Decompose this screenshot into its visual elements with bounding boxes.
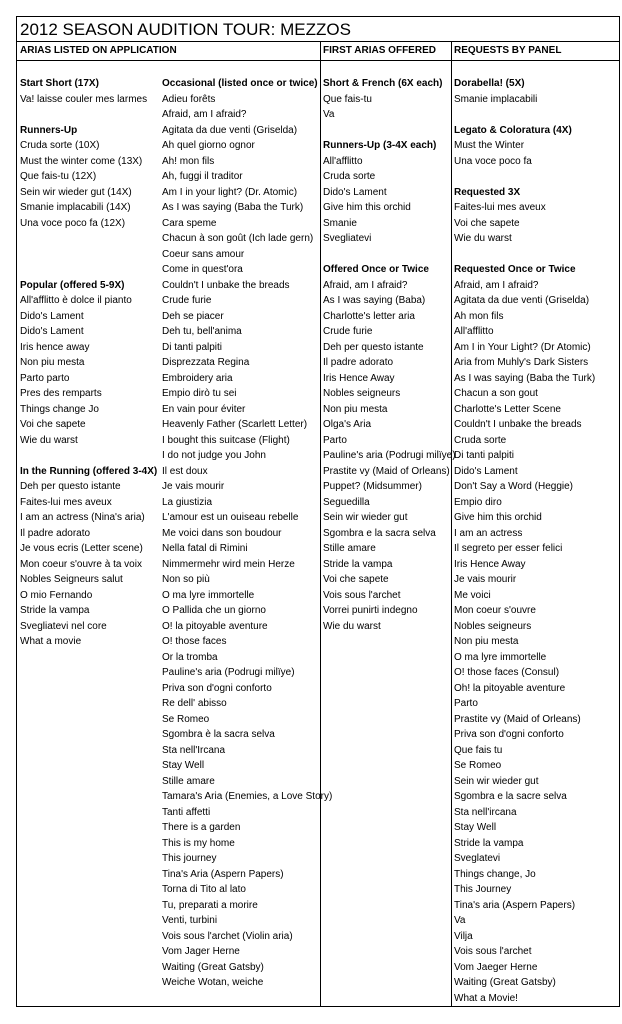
list-item: Disprezzata Regina [162, 357, 250, 368]
list-item: O Pallida che un giorno [162, 605, 266, 616]
list-item: Nobles Seigneurs salut [20, 574, 123, 585]
list-item: Weiche Wotan, weiche [162, 977, 264, 988]
list-item: O! those faces (Consul) [454, 667, 560, 678]
list-item: Afraid, am I afraid? [323, 279, 408, 291]
list-item: Vorrei punirti indegno [323, 605, 418, 616]
list-item: Sta nell'ircana [454, 806, 517, 818]
list-item: Give him this orchid [323, 202, 411, 213]
list-item: Wie du warst [323, 620, 381, 632]
list-item: Ah! mon fils [162, 155, 215, 167]
list-item: Dido's Lament [20, 326, 84, 337]
list-item: I do not judge you John [162, 450, 266, 461]
list-item: Voi che sapete [323, 574, 389, 585]
header-arias-listed: ARIAS LISTED ON APPLICATION [20, 45, 177, 56]
list-item: Je vais mourir [454, 574, 517, 585]
header-requests-by-panel: REQUESTS BY PANEL [454, 45, 562, 56]
list-item: Crude furie [323, 326, 373, 337]
list-item: Waiting (Great Gatsby) [162, 961, 264, 973]
list-item: There is a garden [162, 822, 241, 833]
list-item: Mon coeur s'ouvre [454, 605, 536, 616]
list-item [17, 107, 159, 123]
list-item [17, 448, 159, 464]
list-item: Parto [454, 698, 478, 709]
list-item: Prastite vy (Maid of Orleans) [323, 465, 450, 477]
list-item: Tina's Aria (Aspern Papers) [162, 868, 284, 880]
list-item: Crude furie [162, 295, 212, 306]
list-item: Nobles seigneurs [323, 388, 401, 399]
list-item: All'afflitto è dolce il pianto [20, 295, 132, 306]
list-item: Tamara's Aria (Enemies, a Love Story) [162, 791, 333, 802]
list-item: Faites-lui mes aveux [20, 496, 112, 508]
list-item: Am I in Your Light? (Dr Atomic) [454, 341, 591, 353]
list-item: Embroidery aria [162, 372, 233, 384]
list-item: Or la tromba [162, 651, 218, 663]
list-item: O mio Fernando [20, 589, 93, 601]
list-item: Vilja [454, 930, 473, 942]
list-item: Stille amare [323, 543, 376, 554]
list-item: Va [454, 915, 466, 926]
list-item: Oh! la pitoyable aventure [454, 682, 566, 694]
list-item: Empio dirò tu sei [162, 388, 237, 399]
column-panel-requests [451, 76, 619, 1006]
list-item: Que fais-tu (12X) [20, 171, 97, 182]
list-item: Je vous ecris (Letter scene) [20, 543, 143, 554]
list-item: Charlotte's letter aria [323, 310, 415, 322]
list-item: Iris Hence Away [454, 558, 526, 570]
list-item: Me voici [454, 589, 491, 601]
list-item: Things change Jo [20, 403, 99, 415]
list-item: En vain pour éviter [162, 403, 246, 415]
list-item: Una voce poco fa [454, 155, 532, 167]
list-item: Svegliatevi nel core [20, 620, 107, 632]
list-item: Sein wir wieder gut (14X) [20, 186, 132, 198]
list-item: Deh se piacer [162, 310, 224, 322]
table-body [17, 61, 619, 1007]
column-application-a [17, 76, 159, 650]
section-heading: Occasional (listed once or twice) [162, 78, 318, 89]
list-item [451, 107, 619, 123]
list-item: Una voce poco fa (12X) [20, 217, 126, 229]
list-item: Va [323, 109, 335, 120]
list-item: Il est doux [162, 465, 208, 477]
list-item: As I was saying (Baba the Turk) [162, 202, 304, 213]
list-item: As I was saying (Baba the Turk) [454, 372, 596, 384]
list-item: Aria from Muhly's Dark Sisters [454, 357, 589, 368]
list-item: Seguedilla [323, 496, 370, 508]
list-item: Couldn't I unbake the breads [454, 419, 582, 430]
list-item: Nella fatal di Rimini [162, 543, 248, 554]
list-item: I am an actress (Nina's aria) [20, 512, 145, 523]
list-item: Sein wir wieder gut [454, 775, 539, 787]
list-item: Sgombra e la sacre selva [454, 791, 567, 802]
list-item: Smanie implacabili (14X) [20, 202, 131, 213]
list-item: Torna di Tito al lato [162, 884, 246, 895]
list-item: Il padre adorato [323, 357, 394, 368]
list-item: I am an actress [454, 527, 523, 539]
header-row [17, 42, 619, 61]
list-item: Non piu mesta [323, 403, 388, 415]
list-item: Stille amare [162, 775, 215, 787]
list-item: Cruda sorte [454, 434, 507, 446]
list-item: Que fais-tu [323, 93, 372, 105]
section-heading: Runners-Up (3-4X each) [323, 140, 437, 151]
list-item: Prastite vy (Maid of Orleans) [454, 713, 581, 725]
list-item: Tina's aria (Aspern Papers) [454, 899, 576, 911]
list-item: Agitata da due venti (Griselda) [454, 295, 590, 306]
list-item: O ma lyre immortelle [454, 651, 547, 663]
column-application-b [159, 76, 333, 991]
list-item: Deh tu, bell'anima [162, 326, 242, 337]
list-item: Tanti affetti [162, 806, 211, 818]
list-item: I bought this suitcase (Flight) [162, 434, 290, 446]
list-item: Cruda sorte [323, 171, 376, 182]
list-item [17, 262, 159, 278]
list-item: Smanie implacabili [454, 93, 538, 105]
list-item: Dido's Lament [20, 310, 84, 322]
list-item: This Journey [454, 884, 512, 895]
section-heading: Dorabella! (5X) [454, 78, 525, 89]
list-item: Smanie [323, 217, 357, 229]
page-title: 2012 SEASON AUDITION TOUR: MEZZOS [17, 17, 619, 42]
list-item: Sta nell'Ircana [162, 744, 226, 756]
list-item: Adieu forêts [162, 93, 216, 105]
list-item: Cara speme [162, 217, 217, 229]
list-item: As I was saying (Baba) [323, 295, 426, 306]
list-item: Pauline's aria (Podrugi milïye) [162, 667, 295, 678]
list-item [17, 247, 159, 263]
list-item: Dido's Lament [454, 465, 518, 477]
list-item: Stride la vampa [454, 837, 524, 849]
list-item: All'afflitto [323, 155, 363, 167]
list-item: Must the Winter [454, 140, 525, 151]
list-item: Empio diro [454, 496, 502, 508]
list-item: Give him this orchid [454, 512, 542, 523]
list-item: Couldn't I unbake the breads [162, 279, 290, 291]
list-item: Iris Hence Away [323, 372, 395, 384]
list-item: Deh per questo istante [20, 481, 121, 492]
list-item: Sein wir wieder gut [323, 512, 408, 523]
list-item [451, 169, 619, 185]
list-item: Chacun a son gout [454, 388, 538, 399]
list-item: Charlotte's Letter Scene [454, 403, 561, 415]
list-item: All'afflitto [454, 326, 494, 337]
list-item [17, 231, 159, 247]
list-item: Vois sous l'archet [323, 589, 401, 601]
list-item: Venti, turbini [162, 915, 218, 926]
list-item: Stride la vampa [323, 558, 393, 570]
list-item: Voi che sapete [454, 217, 520, 229]
list-item: Stride la vampa [20, 605, 90, 616]
list-item [320, 123, 450, 139]
list-item: Chacun à son goût (Ich lade gern) [162, 233, 314, 244]
list-item: Di tanti palpiti [162, 341, 223, 353]
list-item: Stay Well [162, 760, 205, 771]
list-item: Coeur sans amour [162, 248, 245, 260]
list-item: Non so più [162, 574, 210, 585]
list-item: Vom Jaeger Herne [454, 961, 538, 973]
list-item: Priva son d'ogni conforto [454, 729, 564, 740]
list-item: Svegliatevi [323, 233, 372, 244]
list-item: What a movie [20, 636, 82, 647]
list-item: Come in quest'ora [162, 264, 243, 275]
list-item: O! la pitoyable aventure [162, 620, 268, 632]
list-item: Sveglatevi [454, 853, 501, 864]
list-item: Wie du warst [454, 233, 512, 244]
list-item: Am I in your light? (Dr. Atomic) [162, 186, 298, 198]
list-item: L'amour est un ouiseau rebelle [162, 512, 299, 523]
list-item: Nobles seigneurs [454, 620, 532, 632]
section-heading: Start Short (17X) [20, 78, 99, 89]
list-item: Ah mon fils [454, 310, 504, 322]
list-item: What a Movie! [454, 992, 518, 1004]
list-item: Me voici dans son boudour [162, 527, 282, 539]
list-item: Se Romeo [162, 713, 210, 725]
list-item: Voi che sapete [20, 419, 86, 430]
section-heading: Legato & Coloratura (4X) [454, 124, 572, 136]
list-item [451, 247, 619, 263]
section-heading: Offered Once or Twice [323, 264, 429, 275]
list-item [320, 247, 450, 263]
list-item: Don't Say a Word (Heggie) [454, 481, 573, 492]
list-item: Waiting (Great Gatsby) [454, 977, 556, 988]
list-item: Vom Jager Herne [162, 946, 240, 957]
list-item: Di tanti palpiti [454, 450, 515, 461]
list-item: This journey [162, 853, 217, 864]
list-item: Stay Well [454, 822, 497, 833]
list-item: Va! laisse couler mes larmes [20, 93, 148, 105]
list-item: O ma lyre immortelle [162, 589, 255, 601]
audition-table [16, 16, 620, 1007]
list-item: Puppet? (Midsummer) [323, 481, 422, 492]
section-heading: Runners-Up [20, 124, 78, 136]
section-heading: Requested 3X [454, 186, 521, 198]
column-first-offered [320, 76, 456, 634]
list-item: Olga's Aria [323, 419, 372, 430]
list-item: La giustizia [162, 496, 213, 508]
list-item: Priva son d'ogni conforto [162, 682, 272, 694]
list-item: Heavenly Father (Scarlett Letter) [162, 419, 308, 430]
list-item: This is my home [162, 837, 235, 849]
list-item: Vois sous l'archet [454, 946, 532, 957]
list-item: Ah, fuggi il traditor [162, 171, 243, 182]
list-item: Wie du warst [20, 434, 78, 446]
list-item: Il padre adorato [20, 527, 91, 539]
list-item: Non piu mesta [20, 357, 85, 368]
list-item: Ah quel giorno ognor [162, 140, 255, 151]
list-item: Tu, preparati a morire [162, 899, 258, 911]
list-item: Cruda sorte (10X) [20, 140, 100, 151]
list-item: Je vais mourir [162, 481, 225, 492]
list-item: Sgombra e la sacra selva [323, 527, 436, 539]
list-item: Sgombra è la sacra selva [162, 729, 275, 740]
list-item: Il segreto per esser felici [454, 543, 563, 554]
list-item: Pauline's aria (Podrugi milïye) [323, 450, 456, 461]
list-item: Afraid, am I afraid? [162, 109, 247, 120]
section-heading: Short & French (6X each) [323, 78, 443, 89]
section-heading: Requested Once or Twice [454, 264, 576, 275]
list-item: Dido's Lament [323, 186, 387, 198]
list-item: Pres des remparts [20, 388, 102, 399]
list-item: Faites-lui mes aveux [454, 202, 546, 213]
list-item: Things change, Jo [454, 868, 536, 880]
list-item: Re dell' abisso [162, 698, 227, 709]
list-item: Must the winter come (13X) [20, 155, 143, 167]
list-item: Que fais tu [454, 744, 503, 756]
list-item: Non piu mesta [454, 636, 519, 647]
list-item: Se Romeo [454, 760, 502, 771]
list-item: Nimmermehr wird mein Herze [162, 558, 295, 570]
list-item: Iris hence away [20, 341, 90, 353]
list-item: Agitata da due venti (Griselda) [162, 124, 298, 136]
list-item: Parto [323, 434, 347, 446]
header-first-arias-offered: FIRST ARIAS OFFERED [323, 45, 436, 56]
section-heading: Popular (offered 5-9X) [20, 279, 125, 291]
list-item: O! those faces [162, 636, 227, 647]
list-item: Mon coeur s'ouvre à ta voix [20, 558, 142, 570]
list-item: Deh per questo istante [323, 341, 424, 353]
list-item: Afraid, am I afraid? [454, 279, 539, 291]
list-item: Parto parto [20, 372, 70, 384]
section-heading: In the Running (offered 3-4X) [20, 465, 158, 477]
list-item: Vois sous l'archet (Violin aria) [162, 930, 293, 942]
